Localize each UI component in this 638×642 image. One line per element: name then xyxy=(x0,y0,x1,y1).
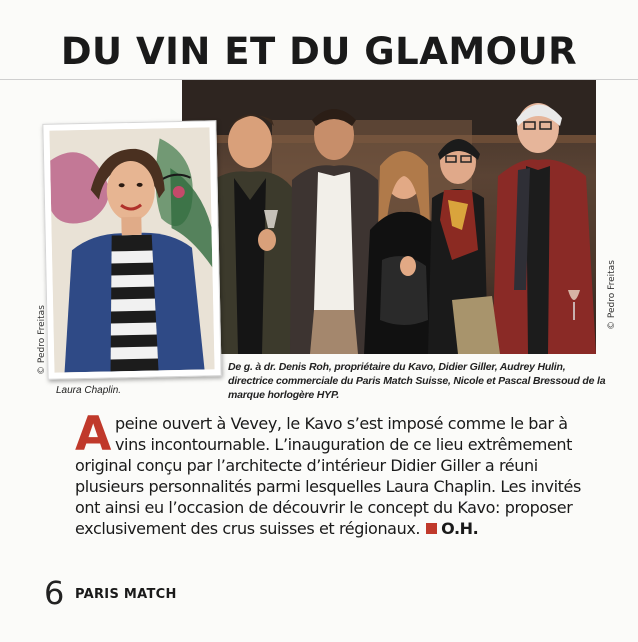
group-photo-caption: De g. à dr. Denis Roh, propriétaire du Kavo, Didier Giller, Audrey Hulin, directrice commerciale du Paris Match Suisse, Nicole et Pascal Bressoud de la marque horlogère HYP. xyxy=(228,361,606,401)
article-body xyxy=(75,407,595,539)
article-headline: DU VIN ET DU GLAMOUR xyxy=(60,30,578,73)
group-photo xyxy=(182,80,596,354)
end-mark-icon xyxy=(426,523,437,534)
inset-caption: Laura Chaplin. xyxy=(56,385,122,396)
drop-cap: A xyxy=(75,407,111,462)
photo-credit-right: © Pedro Freitas xyxy=(607,260,617,330)
page-number: 6 xyxy=(44,574,65,612)
photo-credit-left: © Pedro Freitas xyxy=(37,305,47,375)
magazine-name: PARIS MATCH xyxy=(75,587,177,602)
author-initials: O.H. xyxy=(441,519,479,538)
article-body-text: peine ouvert à Vevey, le Kavo s’est imposé comme le bar à vins incontournable. L’inauguration de ce lieu extrêmement original conçu par l’architecte d’intérieur Didier Giller a réuni plusieurs personnalités parmi lesquelles Laura Chaplin. Les invités ont ainsi eu l’occasion de découvrir le concept du Kavo: proposer exclusivement des crus suisses et régionaux. xyxy=(75,414,581,538)
laura-chaplin-photo xyxy=(49,127,214,372)
inset-photo-frame xyxy=(42,120,221,380)
